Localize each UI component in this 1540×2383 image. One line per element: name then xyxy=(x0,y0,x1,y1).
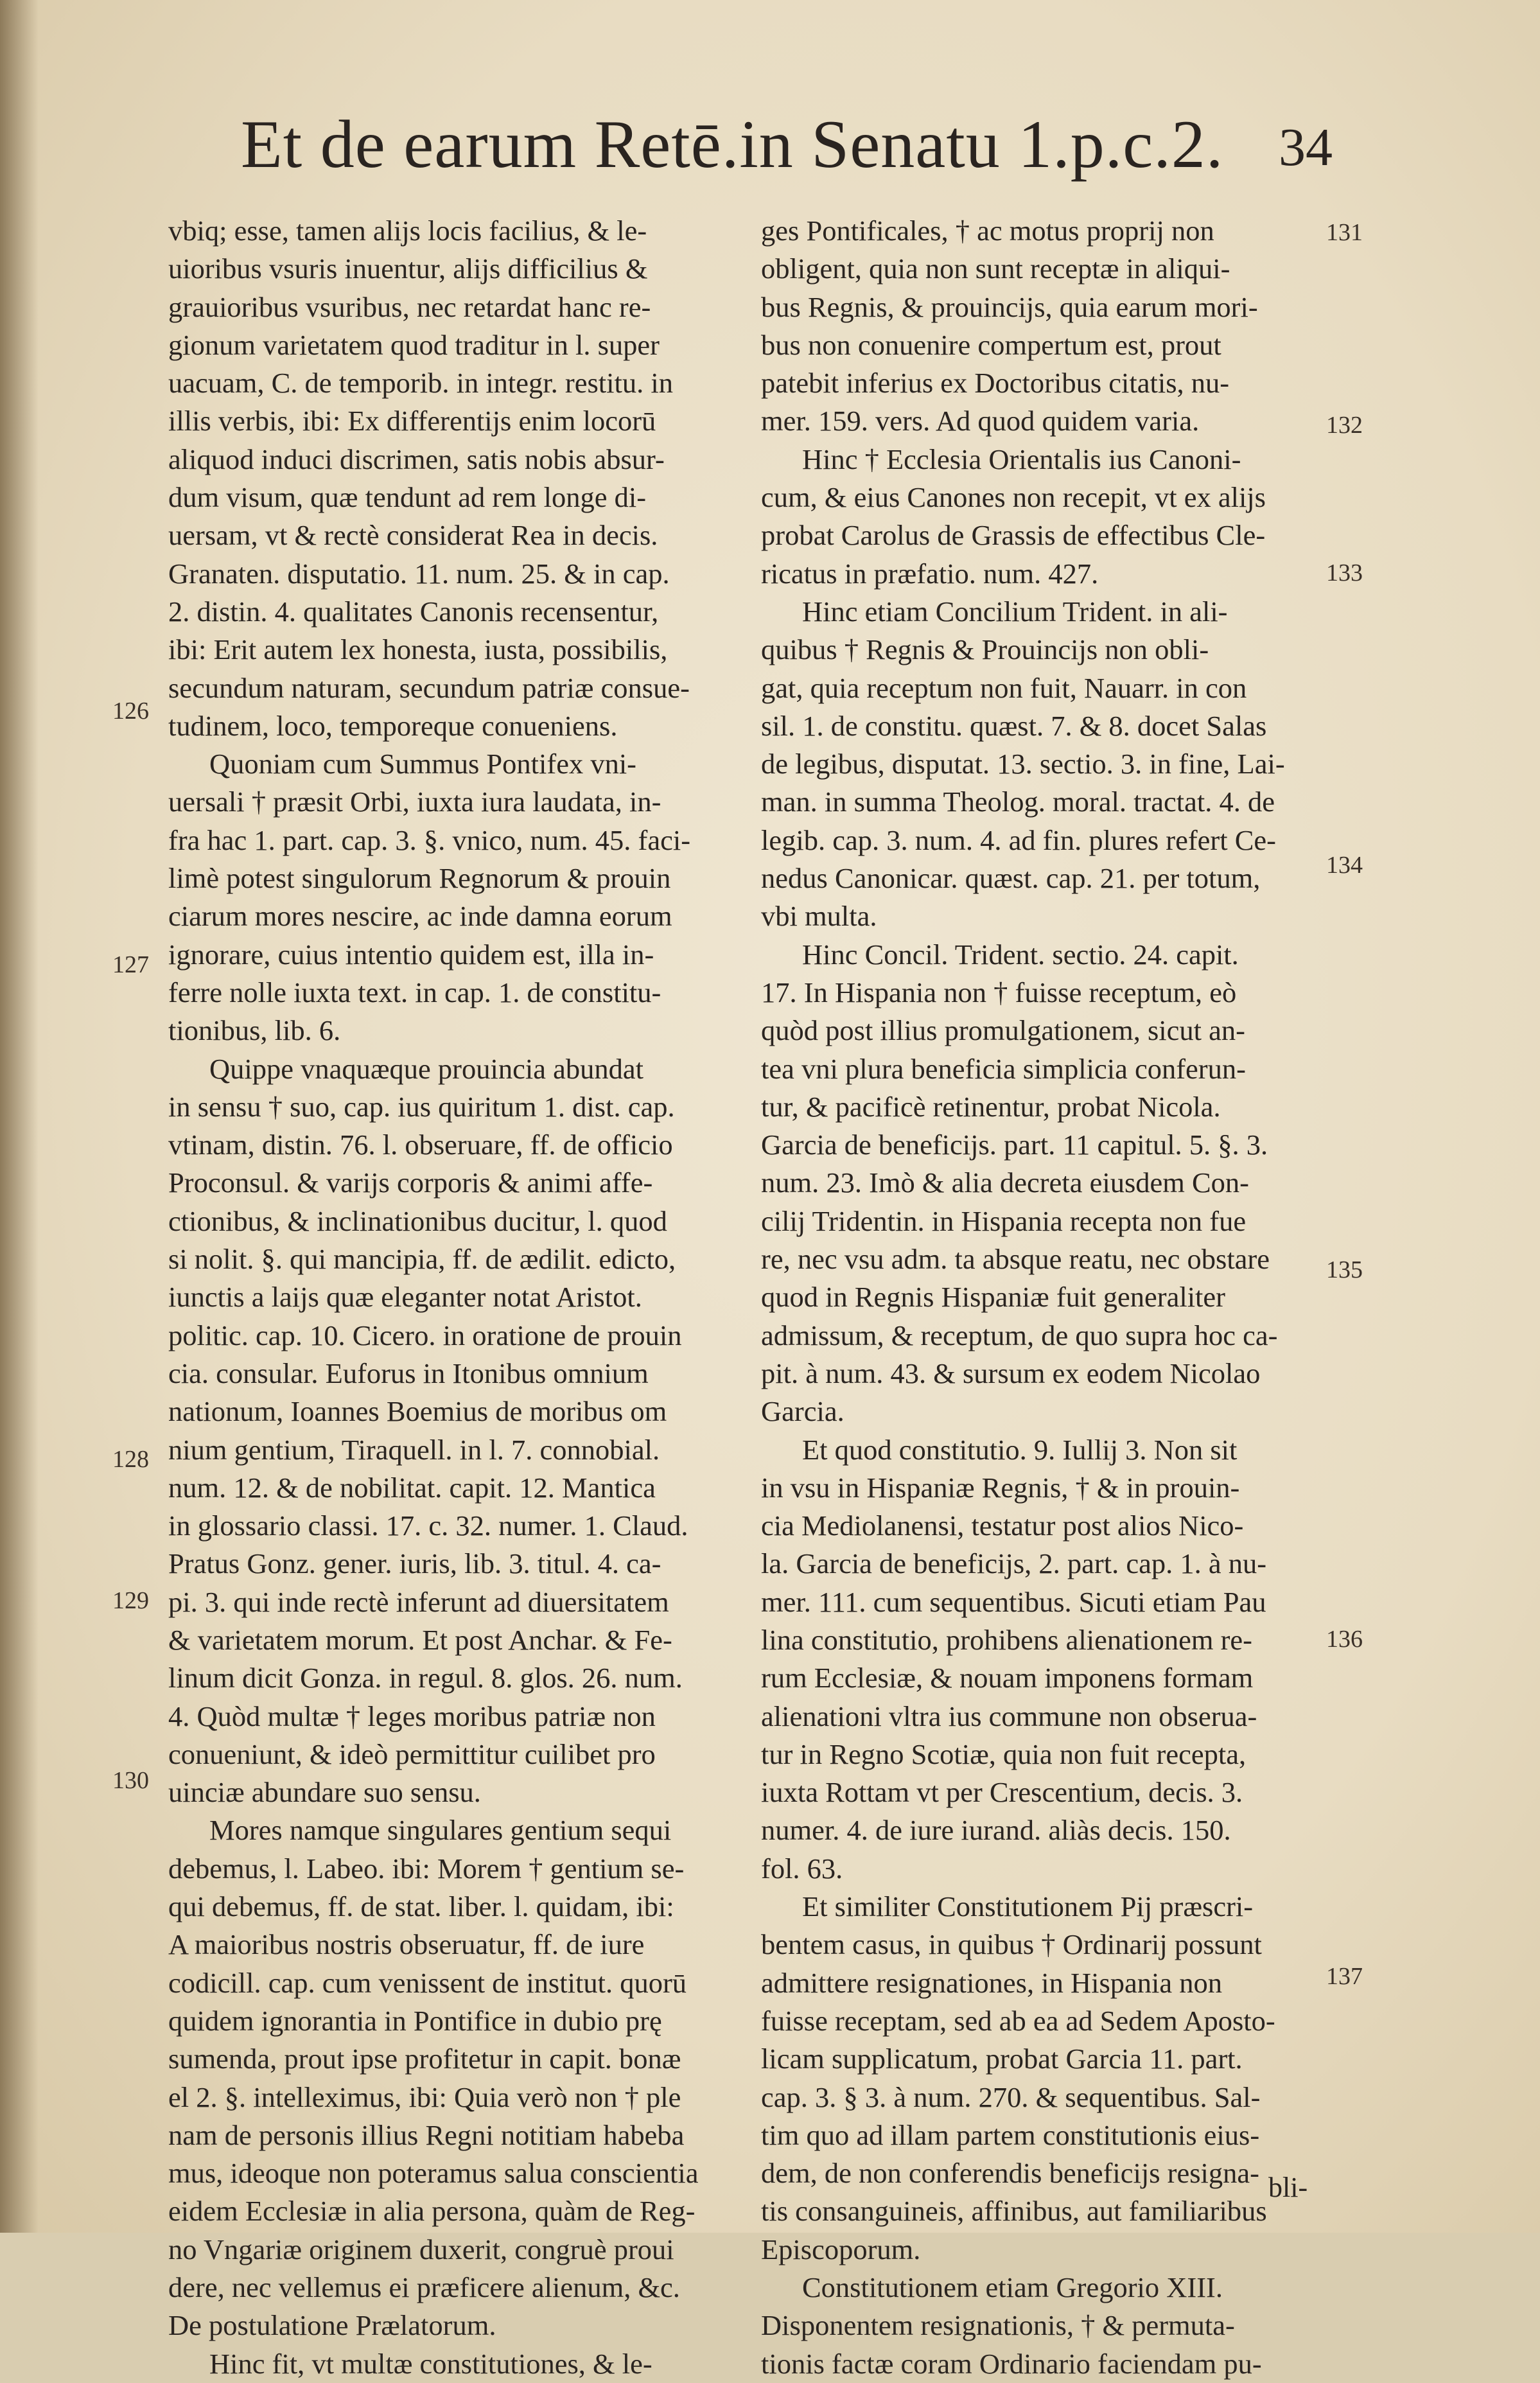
text-line: De postulatione Prælatorum. xyxy=(168,2309,496,2342)
text-line: Et similiter Constitutionem Pij præscri- xyxy=(802,1890,1254,1923)
text-line: uersali † præsit Orbi, iuxta iura laudata, in- xyxy=(168,786,661,818)
text-line: sumenda, prout ipse profitetur in capit. bonæ xyxy=(168,2043,681,2075)
text-line: bus Regnis, & prouincijs, quia earum mori- xyxy=(761,290,1258,323)
text-line: Quoniam cum Summus Pontifex vni- xyxy=(209,748,637,780)
text-line: Granaten. disputatio. 11. num. 25. & in cap. xyxy=(168,557,670,590)
text-line: secundum naturam, secundum patriæ consue- xyxy=(168,671,690,704)
text-line: uacuam, C. de temporib. in integr. restitu. in xyxy=(168,367,674,400)
text-line: illis verbis, ibi: Ex differentijs enim locorū xyxy=(168,405,656,437)
text-line: cia. consular. Euforus in Itonibus omnium xyxy=(168,1357,649,1389)
text-line: Episcoporum. xyxy=(761,2233,921,2265)
margin-number: 137 xyxy=(1326,1963,1363,1990)
text-line: num. 23. Imò & alia decreta eiusdem Con- xyxy=(761,1166,1249,1199)
text-line: Proconsul. & varijs corporis & animi affe- xyxy=(168,1166,653,1199)
text-line: legib. cap. 3. num. 4. ad fin. plures refert Ce- xyxy=(761,823,1276,856)
text-line: Mores namque singulares gentium sequi xyxy=(209,1814,672,1847)
text-line: in glossario classi. 17. c. 32. numer. 1. Claud. xyxy=(168,1509,688,1542)
text-line: politic. cap. 10. Cicero. in oratione de prouin xyxy=(168,1319,682,1351)
text-line: debemus, l. Labeo. ibi: Morem † gentium se- xyxy=(168,1852,685,1885)
text-line: Hinc † Ecclesia Orientalis ius Canoni- xyxy=(802,443,1241,475)
margin-number: 127 xyxy=(112,951,149,978)
running-head: Et de earum Retē.in Senatu 1.p.c.2. xyxy=(241,107,1224,182)
text-line: mer. 159. vers. Ad quod quidem varia. xyxy=(761,405,1200,437)
text-line: el 2. §. intelleximus, ibi: Quia verò non † ple xyxy=(168,2080,681,2113)
text-line: ignorare, cuius intentio quidem est, illa in- xyxy=(168,938,654,971)
gutter-shadow xyxy=(0,0,39,2233)
text-line: gat, quia receptum non fuit, Nauarr. in con xyxy=(761,671,1247,704)
page-number: 34 xyxy=(1279,118,1333,177)
text-line: aliquod induci discrimen, satis nobis absur- xyxy=(168,443,665,475)
margin-number: 135 xyxy=(1326,1256,1363,1283)
text-line: Et quod constitutio. 9. Iullij 3. Non sit xyxy=(802,1433,1238,1466)
text-line: alienationi vltra ius commune non obserua- xyxy=(761,1700,1257,1732)
text-line: 17. In Hispania non † fuisse receptum, eò xyxy=(761,976,1237,1008)
text-line: mus, ideoque non poteramus salua conscientia xyxy=(168,2157,699,2190)
text-line: num. 12. & de nobilitat. capit. 12. Mantica xyxy=(168,1471,656,1504)
text-line: ges Pontificales, † ac motus proprij non xyxy=(761,215,1214,247)
text-line: fol. 63. xyxy=(761,1852,843,1885)
text-line: Constitutionem etiam Gregorio XIII. xyxy=(802,2271,1223,2304)
margin-number: 133 xyxy=(1326,559,1363,586)
text-line: gionum varietatem quod traditur in l. super xyxy=(168,328,660,361)
text-line: vbiq; esse, tamen alijs locis facilius, & le- xyxy=(168,215,647,247)
text-line: cap. 3. § 3. à num. 270. & sequentibus. Sal- xyxy=(761,2080,1261,2113)
text-line: Quippe vnaquæque prouincia abundat xyxy=(209,1052,643,1085)
text-line: conueniunt, & ideò permittitur cuilibet pro xyxy=(168,1737,656,1770)
text-line: bentem casus, in quibus † Ordinarij possunt xyxy=(761,1928,1262,1961)
text-line: dum visum, quæ tendunt ad rem longe di- xyxy=(168,481,647,514)
text-line: tur, & pacificè retinentur, probat Nicola. xyxy=(761,1090,1221,1123)
text-line: nedus Canonicar. quæst. cap. 21. per totum, xyxy=(761,862,1261,895)
text-line: quidem ignorantia in Pontifice in dubio prę xyxy=(168,2004,662,2037)
text-line: man. in summa Theolog. moral. tractat. 4. de xyxy=(761,786,1275,818)
text-line: rum Ecclesiæ, & nouam imponens formam xyxy=(761,1662,1254,1694)
text-line: tionis factæ coram Ordinario faciendam pu- xyxy=(761,2347,1262,2380)
text-line: 2. distin. 4. qualitates Canonis recensentur, xyxy=(168,595,659,628)
text-line: ibi: Erit autem lex honesta, iusta, possibilis, xyxy=(168,633,668,666)
catchword: bli- xyxy=(1268,2172,1308,2203)
text-line: vbi multa. xyxy=(761,900,877,933)
text-line: numer. 4. de iure iurand. aliàs decis. 150. xyxy=(761,1814,1231,1847)
text-line: cum, & eius Canones non recepit, vt ex alijs xyxy=(761,481,1266,514)
text-line: quod in Regnis Hispaniæ fuit generaliter xyxy=(761,1281,1225,1314)
text-line: Garcia de beneficijs. part. 11 capitul. 5. §. 3. xyxy=(761,1129,1268,1161)
text-line: Hinc etiam Concilium Trident. in ali- xyxy=(802,595,1228,628)
text-line: cia Mediolanensi, testatur post alios Nico- xyxy=(761,1509,1244,1542)
margin-number: 126 xyxy=(112,698,149,725)
text-line: Pratus Gonz. gener. iuris, lib. 3. titul. 4. ca- xyxy=(168,1547,661,1580)
text-line: quibus † Regnis & Prouincijs non obli- xyxy=(761,633,1209,666)
text-line: ferre nolle iuxta text. in cap. 1. de constitu- xyxy=(168,976,661,1008)
text-line: mer. 111. cum sequentibus. Sicuti etiam Pau xyxy=(761,1585,1266,1618)
left-column xyxy=(168,212,727,2383)
text-line: obligent, quia non sunt receptæ in aliqui- xyxy=(761,252,1230,285)
margin-number: 130 xyxy=(112,1767,149,1794)
text-line: in vsu in Hispaniæ Regnis, † & in prouin- xyxy=(761,1471,1240,1504)
text-line: Hinc Concil. Trident. sectio. 24. capit. xyxy=(802,938,1239,971)
text-line: tur in Regno Scotiæ, quia non fuit recepta, xyxy=(761,1737,1247,1770)
text-line: nium gentium, Tiraquell. in l. 7. connobial. xyxy=(168,1433,660,1466)
text-line: Garcia. xyxy=(761,1395,844,1428)
text-line: fuisse receptam, sed ab ea ad Sedem Aposto- xyxy=(761,2004,1275,2037)
text-line: 4. Quòd multæ † leges moribus patriæ non xyxy=(168,1700,656,1732)
text-line: de legibus, disputat. 13. sectio. 3. in fine, Lai- xyxy=(761,748,1285,780)
text-line: re, nec vsu adm. ta absque reatu, nec obstare xyxy=(761,1243,1270,1276)
text-line: ciarum mores nescire, ac inde damna eorum xyxy=(168,900,672,933)
text-line: grauioribus vsuribus, nec retardat hanc re- xyxy=(168,290,651,323)
text-line: ctionibus, & inclinationibus ducitur, l. quod xyxy=(168,1204,667,1237)
margin-number: 132 xyxy=(1326,412,1363,439)
text-line: patebit inferius ex Doctoribus citatis, nu- xyxy=(761,367,1230,400)
text-line: eidem Ecclesiæ in alia persona, quàm de Reg- xyxy=(168,2195,696,2228)
text-line: codicill. cap. cum venissent de institut. quorū xyxy=(168,1966,687,1999)
text-line: qui debemus, ff. de stat. liber. l. quidam, ibi: xyxy=(168,1890,674,1923)
text-line: licam supplicatum, probat Garcia 11. part. xyxy=(761,2043,1243,2075)
text-line: in sensu † suo, cap. ius quiritum 1. dist. cap. xyxy=(168,1090,675,1123)
text-line: fra hac 1. part. cap. 3. §. vnico, num. 45. faci- xyxy=(168,823,691,856)
text-line: iunctis a laijs quæ eleganter notat Aristot. xyxy=(168,1281,642,1314)
text-line: Disponentem resignationis, † & permuta- xyxy=(761,2309,1235,2342)
page-header xyxy=(241,96,1333,199)
text-line: sil. 1. de constitu. quæst. 7. & 8. docet Salas xyxy=(761,709,1267,742)
text-line: tim quo ad illam partem constitutionis eius- xyxy=(761,2118,1260,2151)
text-line: pit. à num. 43. & sursum ex eodem Nicolao xyxy=(761,1357,1261,1389)
text-line: probat Carolus de Grassis de effectibus Cle- xyxy=(761,519,1266,552)
text-line: linum dicit Gonza. in regul. 8. glos. 26. num. xyxy=(168,1662,683,1694)
margin-number: 131 xyxy=(1326,219,1363,246)
text-line: nam de personis illius Regni notitiam habeba xyxy=(168,2118,685,2151)
text-line: uersam, vt & rectè considerat Rea in decis. xyxy=(168,519,658,552)
text-line: tea vni plura beneficia simplicia conferun- xyxy=(761,1052,1246,1085)
text-line: vtinam, distin. 76. l. obseruare, ff. de officio xyxy=(168,1129,673,1161)
text-line: uioribus vsuris inuentur, alijs difficilius & xyxy=(168,252,648,285)
text-line: no Vngariæ originem duxerit, congruè proui xyxy=(168,2233,674,2265)
text-line: limè potest singulorum Regnorum & prouin xyxy=(168,862,671,895)
text-line: & varietatem morum. Et post Anchar. & Fe- xyxy=(168,1623,672,1656)
text-line: nationum, Ioannes Boemius de moribus om xyxy=(168,1395,667,1428)
margin-number: 136 xyxy=(1326,1626,1363,1653)
text-line: la. Garcia de beneficijs, 2. part. cap. 1. à nu- xyxy=(761,1547,1267,1580)
margin-number: 134 xyxy=(1326,852,1363,879)
margin-number: 128 xyxy=(112,1446,149,1473)
margin-number: 129 xyxy=(112,1587,149,1614)
text-line: ricatus in præfatio. num. 427. xyxy=(761,557,1099,590)
text-line: bus non conuenire compertum est, prout xyxy=(761,328,1221,361)
text-line: uinciæ abundare suo sensu. xyxy=(168,1776,481,1809)
text-line: si nolit. §. qui mancipia, ff. de ædilit. edicto, xyxy=(168,1243,676,1276)
text-line: quòd post illius promulgationem, sicut an- xyxy=(761,1014,1245,1047)
text-line: Hinc fit, vt multæ constitutiones, & le- xyxy=(209,2347,652,2380)
right-column xyxy=(761,212,1320,2383)
text-line: tudinem, loco, temporeque conueniens. xyxy=(168,709,618,742)
text-line: lina constitutio, prohibens alienationem re- xyxy=(761,1623,1252,1656)
text-line: admissum, & receptum, de quo supra hoc ca- xyxy=(761,1319,1278,1351)
text-line: cilij Tridentin. in Hispania recepta non fue xyxy=(761,1204,1247,1237)
text-line: dere, nec vellemus ei præficere alienum, &c. xyxy=(168,2271,680,2304)
text-line: dem, de non conferendis beneficijs resigna- xyxy=(761,2157,1259,2190)
text-line: iuxta Rottam vt per Crescentium, decis. 3. xyxy=(761,1776,1243,1809)
text-line: tionibus, lib. 6. xyxy=(168,1014,341,1047)
text-line: admittere resignationes, in Hispania non xyxy=(761,1966,1222,1999)
text-line: tis consanguineis, affinibus, aut familiaribus xyxy=(761,2195,1267,2228)
text-line: pi. 3. qui inde rectè inferunt ad diuersitatem xyxy=(168,1585,669,1618)
text-line: A maioribus nostris obseruatur, ff. de iure xyxy=(168,1928,645,1961)
